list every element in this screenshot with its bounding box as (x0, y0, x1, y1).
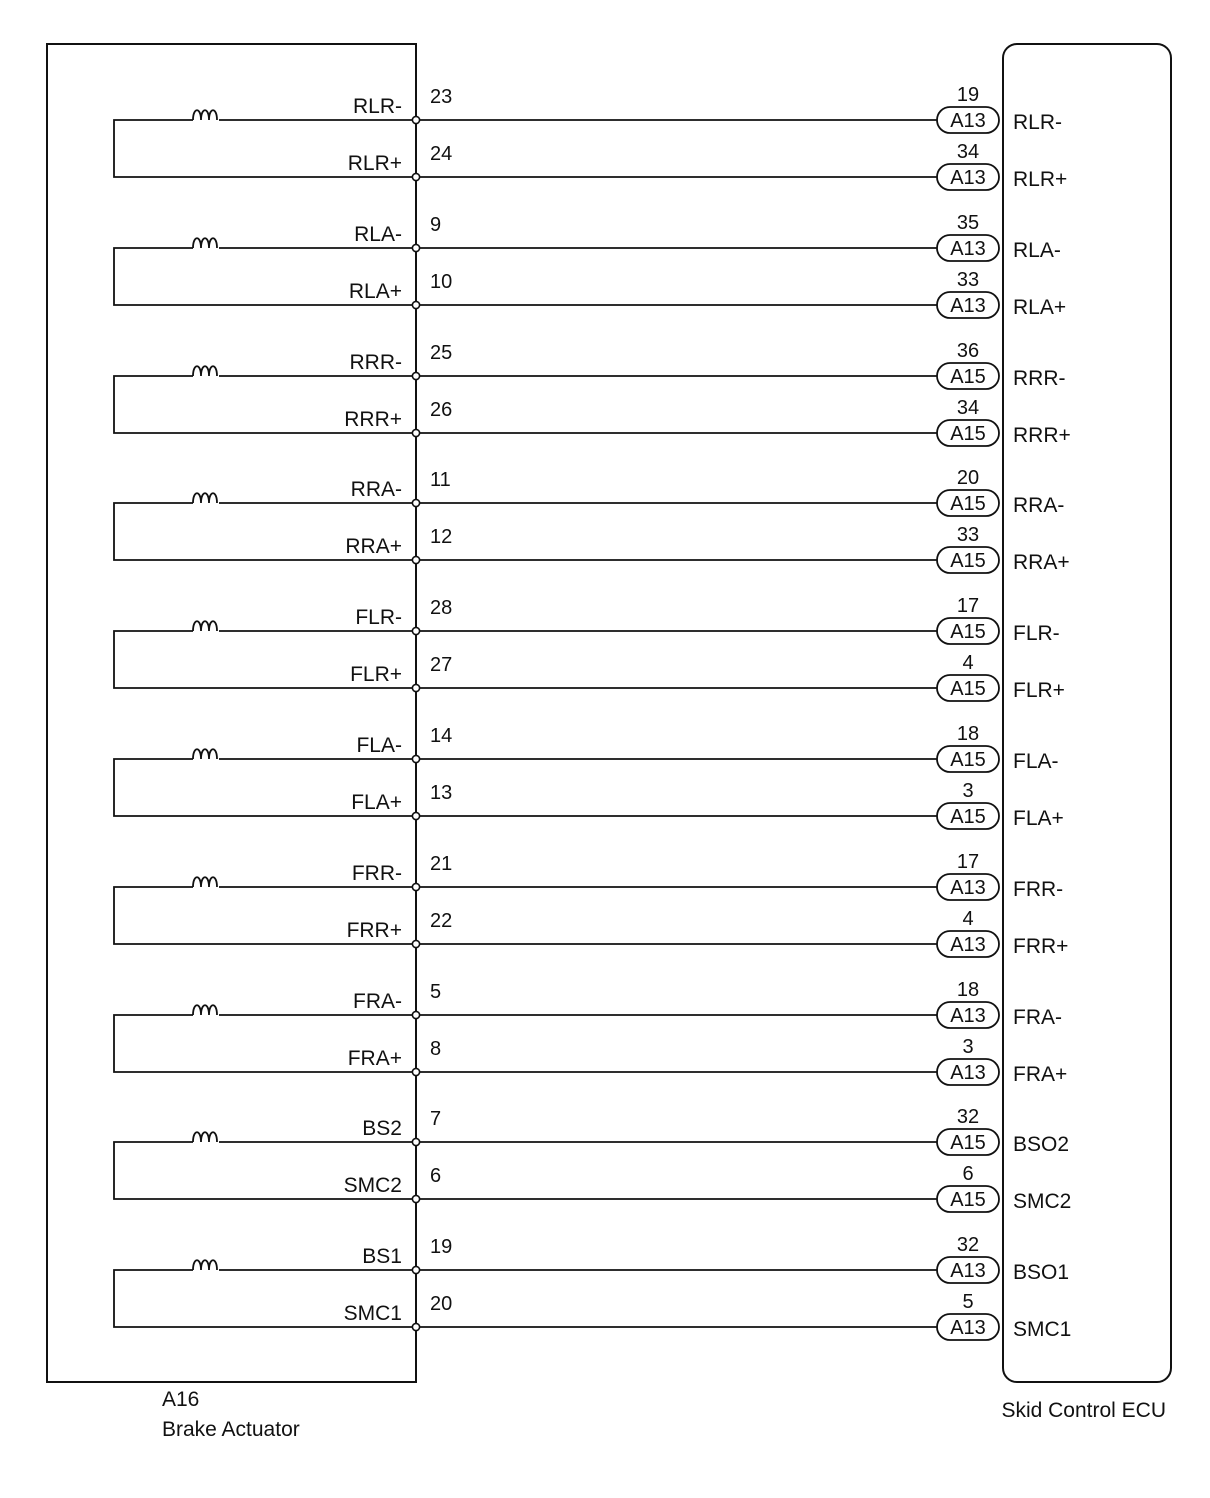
wire-bot (344, 1291, 1072, 1341)
wire-bot (344, 397, 1071, 447)
coil-icon (193, 749, 219, 764)
ecu-signal-label: RRA+ (1013, 551, 1070, 574)
actuator-pin-number: 8 (430, 1038, 442, 1060)
connector-code: A13 (950, 1317, 986, 1339)
ecu-pin-number: 33 (956, 269, 980, 291)
wire-bot (348, 1036, 1068, 1086)
coil-icon (193, 110, 219, 125)
ecu-pin-number: 6 (962, 1163, 974, 1185)
terminal-dot (412, 116, 419, 123)
actuator-pin-number: 20 (430, 1293, 453, 1315)
ecu-signal-label: RLR- (1013, 111, 1063, 134)
ecu-signal-label: RRR+ (1013, 424, 1071, 447)
connector-code: A13 (950, 1005, 986, 1027)
terminal-dot (412, 812, 419, 819)
terminal-dot (412, 556, 419, 563)
actuator-signal-label: RLA- (354, 223, 402, 246)
terminal-dot (412, 173, 419, 180)
coil-icon (193, 493, 219, 508)
actuator-pin-number: 19 (430, 1236, 453, 1258)
ecu-pin-number: 4 (962, 908, 974, 930)
connector-code: A13 (950, 877, 986, 899)
connector-code: A13 (950, 110, 986, 132)
wire-bot (347, 908, 1069, 958)
ecu-pin-number: 35 (956, 212, 980, 234)
actuator-pin-number: 26 (430, 399, 453, 421)
connector-pill (937, 292, 999, 318)
terminal-dot (412, 1068, 419, 1075)
ecu-pin-number: 3 (962, 780, 974, 802)
ecu-signal-label: RLR+ (1013, 168, 1068, 191)
actuator-signal-label: FLR+ (350, 663, 402, 686)
solenoid-circuit (114, 467, 1070, 574)
terminal-dot (412, 1138, 419, 1145)
terminal-dot (412, 499, 419, 506)
actuator-signal-label: RLA+ (348, 280, 402, 303)
actuator-signal-label: RRA+ (345, 535, 402, 558)
terminal-dot (412, 1323, 419, 1330)
wire-top (362, 1106, 1069, 1156)
actuator-pin-number: 12 (430, 526, 453, 548)
actuator-signal-label: FRA+ (347, 1047, 402, 1070)
wire-top (355, 595, 1059, 645)
actuator-pin-number: 7 (430, 1108, 442, 1130)
ecu-pin-number: 36 (956, 340, 980, 362)
connector-pill (937, 675, 999, 701)
actuator-signal-label: FRR+ (346, 919, 402, 942)
actuator-pin-number: 22 (430, 910, 453, 932)
ecu-signal-label: RLA+ (1013, 296, 1067, 319)
solenoid-circuit (114, 340, 1071, 447)
connector-pill (937, 803, 999, 829)
actuator-pin-number: 28 (430, 597, 453, 619)
connector-pill (937, 107, 999, 133)
connector-code: A15 (950, 493, 986, 515)
actuator-signal-label: BS2 (362, 1117, 402, 1140)
connector-code: A13 (950, 238, 986, 260)
solenoid-circuit (114, 595, 1065, 702)
connector-code: A15 (950, 1132, 986, 1154)
connector-pill (937, 1257, 999, 1283)
connector-code: A15 (950, 749, 986, 771)
actuator-signal-label: FLR- (355, 606, 402, 629)
terminal-dot (412, 1011, 419, 1018)
actuator-name: Brake Actuator (162, 1418, 300, 1441)
ecu-signal-label: BSO2 (1013, 1133, 1070, 1156)
ecu-signal-label: FLA+ (1013, 807, 1064, 830)
ecu-pin-number: 20 (956, 467, 980, 489)
ecu-signal-label: SMC1 (1013, 1318, 1072, 1341)
connector-code: A15 (950, 806, 986, 828)
actuator-signal-label: RLR- (352, 95, 402, 118)
connector-pill (937, 420, 999, 446)
actuator-signal-label: RLR+ (347, 152, 402, 175)
solenoid-circuit (114, 1234, 1071, 1341)
terminal-dot (412, 940, 419, 947)
connector-pill (937, 874, 999, 900)
ecu-pin-number: 17 (956, 595, 980, 617)
ecu-signal-label: FRA+ (1013, 1063, 1068, 1086)
terminal-dot (412, 627, 419, 634)
terminal-dot (412, 301, 419, 308)
wire-bot (350, 652, 1065, 702)
actuator-signal-label: FRA- (353, 990, 402, 1013)
connector-pill (937, 746, 999, 772)
coil-icon (193, 877, 219, 892)
ecu-pin-number: 33 (956, 524, 980, 546)
actuator-code: A16 (162, 1388, 200, 1411)
ecu-signal-label: FRR+ (1013, 935, 1069, 958)
ecu-pin-number: 17 (956, 851, 980, 873)
wire-top (351, 467, 1065, 517)
coil-icon (193, 238, 219, 253)
actuator-pin-number: 11 (430, 469, 451, 491)
connector-code: A15 (950, 550, 986, 572)
actuator-pin-number: 9 (430, 214, 442, 236)
connector-pill (937, 547, 999, 573)
wire-top (354, 212, 1061, 262)
ecu-pin-number: 32 (956, 1106, 980, 1128)
actuator-signal-label: RRA- (350, 478, 402, 501)
ecu-pin-number: 34 (956, 397, 980, 419)
ecu-signal-label: FRA- (1013, 1006, 1062, 1029)
connector-code: A15 (950, 423, 986, 445)
solenoid-circuit (114, 84, 1067, 191)
actuator-signal-label: FRR- (351, 862, 402, 885)
ecu-signal-label: RRR- (1013, 367, 1066, 390)
ecu-pin-number: 32 (956, 1234, 980, 1256)
connector-pill (937, 235, 999, 261)
terminal-dot (412, 883, 419, 890)
connector-pill (937, 164, 999, 190)
actuator-pin-number: 10 (430, 271, 453, 293)
solenoid-circuit (114, 979, 1067, 1086)
wire-bot (345, 524, 1069, 574)
ecu-pin-number: 3 (962, 1036, 974, 1058)
ecu-signal-label: BSO1 (1013, 1261, 1070, 1284)
connector-code: A13 (950, 167, 986, 189)
wire-top (356, 723, 1058, 773)
actuator-signal-label: RRR+ (344, 408, 402, 431)
actuator-signal-label: SMC2 (343, 1174, 402, 1197)
connector-code: A15 (950, 678, 986, 700)
connector-code: A15 (950, 621, 986, 643)
ecu-pin-number: 5 (962, 1291, 974, 1313)
ecu-pin-number: 4 (962, 652, 974, 674)
connector-pill (937, 1129, 999, 1155)
actuator-signal-label: BS1 (362, 1245, 402, 1268)
actuator-pin-number: 23 (430, 86, 453, 108)
ecu-signal-label: RLA- (1013, 239, 1061, 262)
terminal-dot (412, 244, 419, 251)
coil-icon (193, 1005, 219, 1020)
coil-icon (193, 1132, 219, 1147)
actuator-pin-number: 25 (430, 342, 453, 364)
coil-icon (193, 621, 219, 636)
connector-pill (937, 1002, 999, 1028)
terminal-dot (412, 755, 419, 762)
connector-pill (937, 1186, 999, 1212)
ecu-signal-label: FLR+ (1013, 679, 1065, 702)
wire-top (362, 1234, 1069, 1284)
wire-bot (349, 269, 1066, 319)
wire-bot (348, 141, 1068, 191)
connector-pill (937, 1314, 999, 1340)
ecu-signal-label: FLA- (1013, 750, 1059, 773)
connector-pill (937, 490, 999, 516)
actuator-pin-number: 21 (430, 853, 453, 875)
coil-icon (193, 366, 219, 381)
ecu-signal-label: RRA- (1013, 494, 1065, 517)
terminal-dot (412, 684, 419, 691)
actuator-signal-label: RRR- (349, 351, 402, 374)
ecu-name: Skid Control ECU (1001, 1399, 1166, 1422)
connector-code: A13 (950, 295, 986, 317)
actuator-pin-number: 27 (430, 654, 453, 676)
solenoid-circuit (114, 212, 1066, 319)
connector-code: A15 (950, 1189, 986, 1211)
connector-pill (937, 618, 999, 644)
wire-top (353, 84, 1062, 134)
ecu-signal-label: SMC2 (1013, 1190, 1072, 1213)
actuator-pin-number: 24 (430, 143, 453, 165)
solenoid-circuit (114, 851, 1068, 958)
actuator-signal-label: FLA+ (351, 791, 402, 814)
actuator-pin-number: 5 (430, 981, 442, 1003)
connector-code: A15 (950, 366, 986, 388)
circuits (114, 84, 1071, 1341)
wire-bot (344, 1163, 1072, 1213)
connector-code: A13 (950, 1260, 986, 1282)
ecu-signal-label: FRR- (1013, 878, 1064, 901)
connector-code: A13 (950, 934, 986, 956)
wire-bot (351, 780, 1064, 830)
ecu-pin-number: 18 (956, 723, 980, 745)
terminal-dot (412, 429, 419, 436)
actuator-pin-number: 14 (430, 725, 453, 747)
ecu-signal-label: FLR- (1013, 622, 1060, 645)
connector-pill (937, 1059, 999, 1085)
actuator-signal-label: SMC1 (343, 1302, 402, 1325)
terminal-dot (412, 1195, 419, 1202)
ecu-pin-number: 18 (956, 979, 980, 1001)
coil-icon (193, 1260, 219, 1275)
terminal-dot (412, 1266, 419, 1273)
solenoid-circuit (114, 1106, 1071, 1213)
wire-top (350, 340, 1066, 390)
solenoid-circuit (114, 723, 1064, 830)
actuator-signal-label: FLA- (356, 734, 402, 757)
wire-top (353, 979, 1062, 1029)
ecu-pin-number: 19 (956, 84, 980, 106)
wire-top (352, 851, 1063, 901)
terminal-dot (412, 372, 419, 379)
connector-code: A13 (950, 1062, 986, 1084)
ecu-pin-number: 34 (956, 141, 980, 163)
connector-pill (937, 931, 999, 957)
actuator-pin-number: 13 (430, 782, 453, 804)
connector-pill (937, 363, 999, 389)
actuator-pin-number: 6 (430, 1165, 442, 1187)
